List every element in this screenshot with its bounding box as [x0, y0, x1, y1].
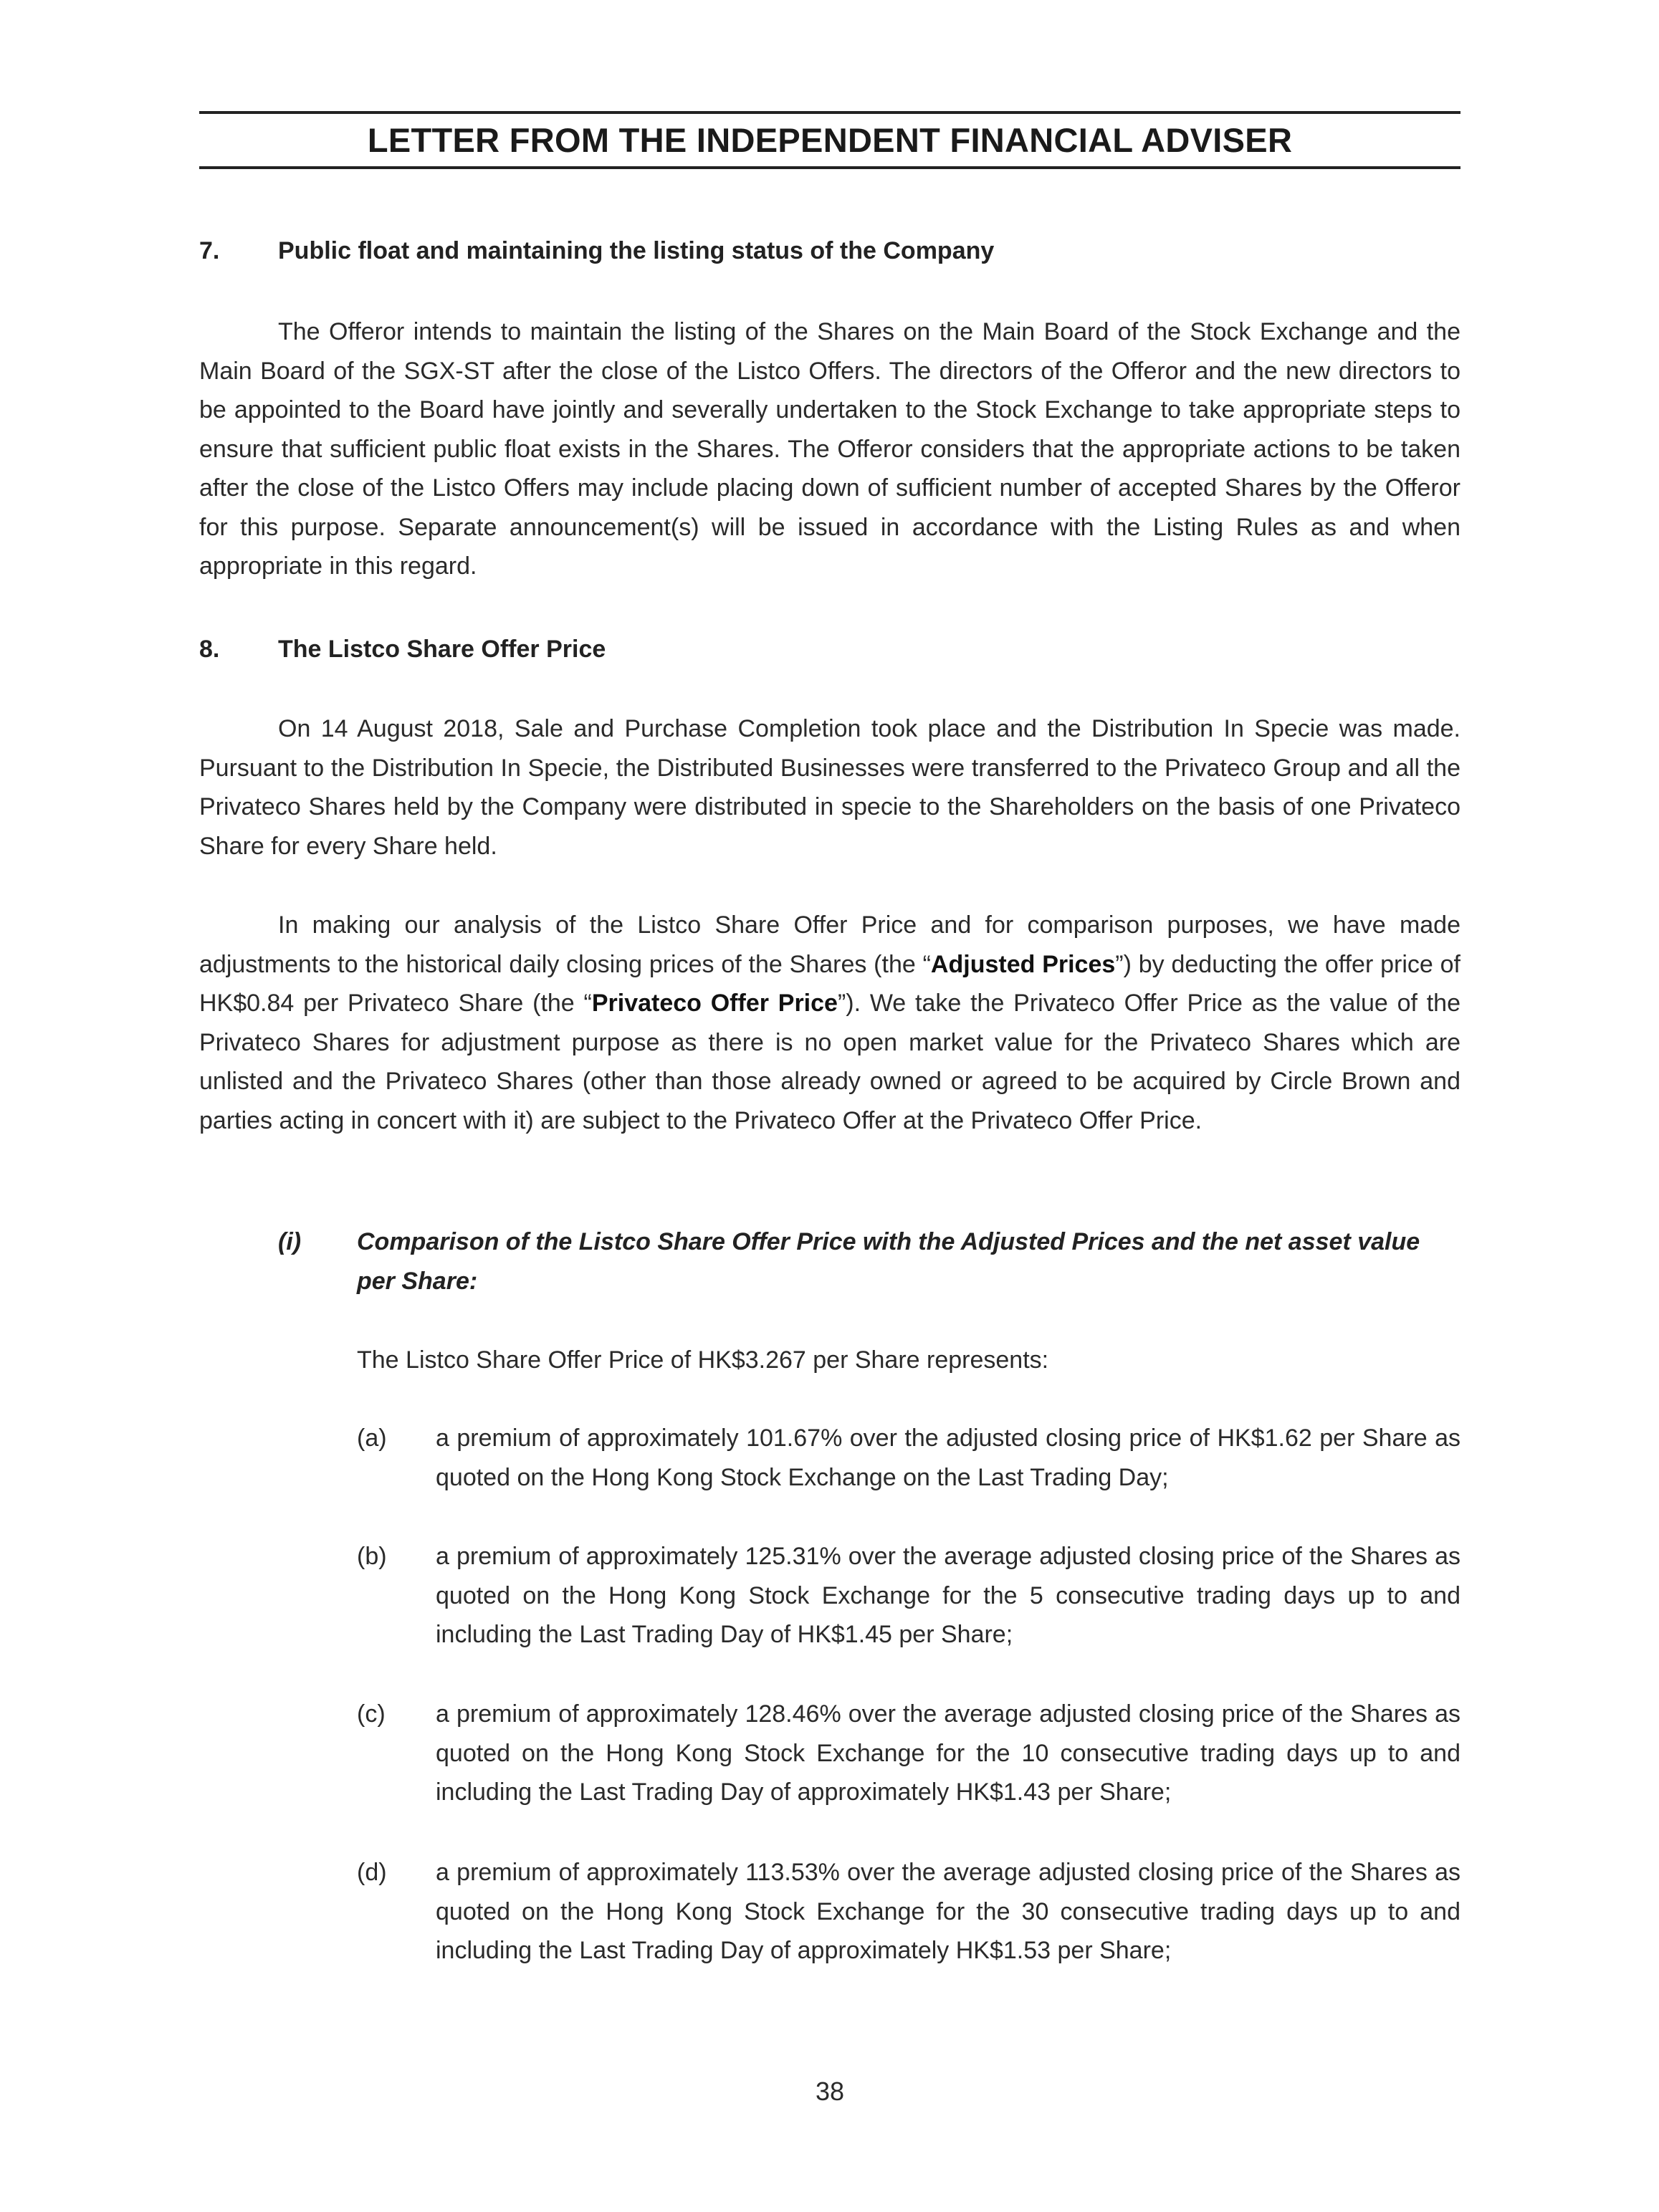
section-8-number: 8. — [199, 636, 220, 663]
header-top-rule — [199, 111, 1460, 114]
list-item-c-text: a premium of approximately 128.46% over the average adjusted closing price of the Shares as quoted on the Hong Kong Stock Exchange for the 10 consecutive trading days up to and including the Last Trading Day of approximately HK$1.43 per Share; — [436, 1700, 1460, 1806]
defined-term-privateco-offer-price: Privateco Offer Price — [591, 990, 838, 1017]
section-7-number: 7. — [199, 237, 220, 264]
list-item-c-label: (c) — [357, 1700, 386, 1728]
section-7-title: Public float and maintaining the listing status of the Company — [278, 237, 995, 264]
list-item-a-text: a premium of approximately 101.67% over the adjusted closing price of HK$1.62 per Share as quoted on the Hong Kong Stock Exchange on the Last Trading Day; — [436, 1425, 1460, 1491]
section-8-paragraph-1-text: On 14 August 2018, Sale and Purchase Completion took place and the Distribution In Specie was made. Pursuant to the Distribution In Specie, the Distributed Businesses were transferred to the Privateco Group and all the Privateco Shares held by the Company were distributed in specie to the Shareholders on the basis of one Privateco Share for every Share held. — [199, 715, 1460, 860]
list-item-b — [357, 1537, 1460, 1655]
paragraph-2-text-part-3: ”). We take the Privateco Offer Price as the value of the Privateco Shares for adjustment purpose as there is no open market value for the Privateco Shares which are unlisted and the Privateco Shares (other than those already owned or agreed to be acquired by Circle Brown and parties acting in concert with it) are subject to the Privateco Offer at the Privateco Offer Price. — [199, 990, 1460, 1134]
defined-term-adjusted-prices: Adjusted Prices — [930, 950, 1116, 978]
subsection-i-label: (i) — [278, 1228, 302, 1255]
subsection-i-intro: The Listco Share Offer Price of HK$3.267 per Share represents: — [357, 1346, 1049, 1374]
list-item-c — [357, 1695, 1460, 1812]
list-item-d — [357, 1853, 1460, 1971]
paragraph-2-text-part-2: ”) by deducting the offer price of HK$0.84 per Privateco Share (the “ — [199, 950, 1460, 1017]
list-item-a — [357, 1419, 1460, 1497]
paragraph-2-text-part-1: In making our analysis of the Listco Share Offer Price and for comparison purposes, we have made adjustments to the historical daily closing prices of the Shares (the “ — [199, 911, 1460, 978]
list-item-d-text: a premium of approximately 113.53% over the average adjusted closing price of the Shares as quoted on the Hong Kong Stock Exchange for the 30 consecutive trading days up to and including the Last Trading Day of approximately HK$1.53 per Share; — [436, 1859, 1460, 1964]
header-bottom-rule — [199, 166, 1460, 169]
list-item-b-label: (b) — [357, 1543, 387, 1570]
section-7-paragraph-text: The Offeror intends to maintain the listing of the Shares on the Main Board of the Stock Exchange and the Main Board of the SGX-ST after the close of the Listco Offers. The directors of the Offeror and the new directors to be appointed to the Board have jointly and severally undertaken to the Stock Exchange to take appropriate steps to ensure that sufficient public float exists in the Shares. The Offeror considers that the appropriate actions to be taken after the close of the Listco Offers may include placing down of sufficient number of accepted Shares by the Offeror for this purpose. Separate announcement(s) will be issued in accordance with the Listing Rules as and when appropriate in this regard. — [199, 318, 1460, 580]
subsection-i-title: Comparison of the Listco Share Offer Price with the Adjusted Prices and the net asset value per Share: — [357, 1228, 1420, 1295]
section-8-paragraph-2 — [199, 906, 1460, 1140]
section-8-title: The Listco Share Offer Price — [278, 636, 606, 663]
page-header-title: LETTER FROM THE INDEPENDENT FINANCIAL ADVISER — [367, 121, 1293, 159]
section-7-paragraph — [199, 312, 1460, 586]
subsection-i-heading — [278, 1222, 1460, 1301]
list-item-d-label: (d) — [357, 1859, 387, 1886]
document-page — [199, 0, 1460, 2212]
section-8-paragraph-1 — [199, 709, 1460, 866]
list-item-b-text: a premium of approximately 125.31% over the average adjusted closing price of the Shares as quoted on the Hong Kong Stock Exchange for the 5 consecutive trading days up to and including the Last Trading Day of HK$1.45 per Share; — [436, 1543, 1460, 1648]
list-item-a-label: (a) — [357, 1425, 387, 1452]
page-number: 38 — [815, 2077, 845, 2106]
